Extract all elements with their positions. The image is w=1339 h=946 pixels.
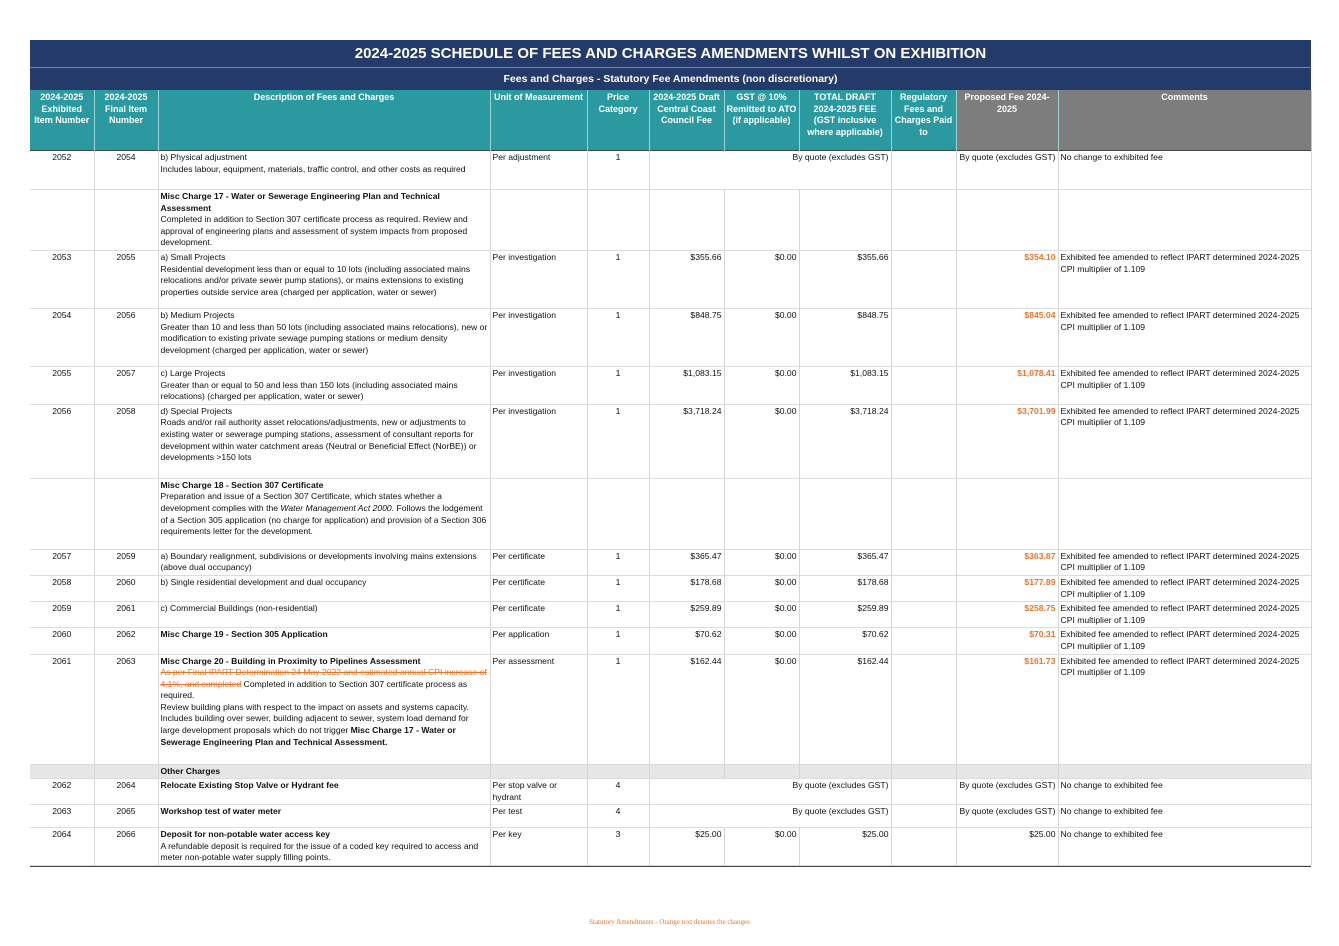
proposed-fee-cell xyxy=(956,628,1058,654)
regulatory-cell xyxy=(891,575,956,601)
desc-line: d) Special Projects xyxy=(160,405,233,416)
exhibited-item-cell: 2052 xyxy=(30,151,94,190)
proposed-fee-cell xyxy=(956,308,1058,366)
col-final-header[interactable]: 2024-2025 Final Item Number xyxy=(94,90,158,151)
final-item-cell: 2057 xyxy=(94,366,158,404)
description-cell xyxy=(158,654,490,764)
price-category-cell: 1 xyxy=(587,628,649,654)
comment-cell: Exhibited fee amended to reflect IPART determined 2024-2025 CPI multiplier of 1.109 xyxy=(1058,366,1311,404)
desc-line: Greater than 10 and less than 50 lots (including associated mains relocations), new or modification to existing private sewage pumping stations or medium density development (charged per application, water or sewer) xyxy=(160,321,488,355)
amended-fee: $3,701.99 xyxy=(1017,405,1056,416)
draft-fee-cell: $178.68 xyxy=(649,575,724,601)
desc-line: Completed in addition to Section 307 certificate process as required. Review and approval of engineering plans and assessment of system impacts from proposed development. xyxy=(160,214,468,248)
col-exhibited-header[interactable]: 2024-2025 Exhibited Item Number xyxy=(30,90,94,151)
regulatory-cell xyxy=(891,549,956,575)
desc-line: Residential development less than or equal to 10 lots (including associated mains relocations and/or private sewer pump stations), or mains extensions to existing properties outside service area (charged per application, water or sewer) xyxy=(160,263,471,297)
amended-fee: $845.04 xyxy=(1024,309,1056,320)
price-category-cell: 1 xyxy=(587,366,649,404)
proposed-fee-cell xyxy=(956,602,1058,628)
amended-fee: $177.89 xyxy=(1024,576,1056,587)
table-row[interactable] xyxy=(30,828,1311,866)
table-bottom-rule xyxy=(30,866,1311,871)
unit-cell: Per certificate xyxy=(490,549,587,575)
regulatory-cell xyxy=(891,805,956,828)
final-item-cell: 2062 xyxy=(94,628,158,654)
description-cell xyxy=(158,828,490,866)
col-gst-header[interactable]: GST @ 10% Remitted to ATO (if applicable) xyxy=(724,90,799,151)
gst-cell: $0.00 xyxy=(724,250,799,308)
desc-line: A refundable deposit is required for the issue of a coded key required to access and meter non-potable water supply filling points. xyxy=(160,840,479,863)
description-cell: a) Boundary realignment, subdivisions or developments involving mains extensions (above dual occupancy) xyxy=(158,549,490,575)
table-row[interactable] xyxy=(30,602,1311,628)
sheet-title: 2024-2025 SCHEDULE OF FEES AND CHARGES AMENDMENTS WHILST ON EXHIBITION xyxy=(30,40,1311,67)
regulatory-cell xyxy=(891,654,956,764)
unit-cell: Per investigation xyxy=(490,308,587,366)
total-fee-cell: $25.00 xyxy=(799,828,891,866)
exhibited-item-cell: 2057 xyxy=(30,549,94,575)
amended-fee: $70.31 xyxy=(1029,629,1056,640)
total-fee-cell: $355.66 xyxy=(799,250,891,308)
final-item-cell: 2054 xyxy=(94,151,158,190)
gst-cell: $0.00 xyxy=(724,602,799,628)
table-row[interactable] xyxy=(30,151,1311,190)
table-row[interactable] xyxy=(30,190,1311,251)
draft-fee-cell: $1,083.15 xyxy=(649,366,724,404)
price-category-cell: 1 xyxy=(587,308,649,366)
draft-fee-cell: $259.89 xyxy=(649,602,724,628)
description-cell: c) Commercial Buildings (non-residential) xyxy=(158,602,490,628)
comment-cell: Exhibited fee amended to reflect IPART determined 2024-2025 CPI multiplier of 1.109 xyxy=(1058,602,1311,628)
comment-cell: No change to exhibited fee xyxy=(1058,151,1311,190)
header-row xyxy=(30,90,1311,151)
table-row[interactable] xyxy=(30,628,1311,654)
price-category-cell: 3 xyxy=(587,828,649,866)
desc-title: Deposit for non-potable water access key xyxy=(160,829,331,840)
unit-cell: Per certificate xyxy=(490,602,587,628)
total-fee-cell: $848.75 xyxy=(799,308,891,366)
comment-cell: Exhibited fee amended to reflect IPART determined 2024-2025 CPI multiplier of 1.109 xyxy=(1058,308,1311,366)
desc-line: c) Large Projects xyxy=(160,367,226,378)
comment-cell: No change to exhibited fee xyxy=(1058,828,1311,866)
proposed-fee-cell xyxy=(956,404,1058,478)
description-cell xyxy=(158,151,490,190)
exhibited-item-cell: 2064 xyxy=(30,828,94,866)
total-fee-cell: $1,083.15 xyxy=(799,366,891,404)
exhibited-item-cell: 2062 xyxy=(30,779,94,805)
fees-schedule-sheet xyxy=(30,40,1311,871)
amended-fee: $363.87 xyxy=(1024,550,1056,561)
unit-cell: Per investigation xyxy=(490,404,587,478)
regulatory-cell xyxy=(891,250,956,308)
table-row[interactable] xyxy=(30,404,1311,478)
exhibited-item-cell xyxy=(30,190,94,251)
quote-cell: By quote (excludes GST) xyxy=(649,805,891,828)
description-cell xyxy=(158,308,490,366)
description-cell: b) Single residential development and dual occupancy xyxy=(158,575,490,601)
exhibited-item-cell: 2056 xyxy=(30,404,94,478)
final-item-cell: 2061 xyxy=(94,602,158,628)
comment-cell: Exhibited fee amended to reflect IPART determined 2024-2025 CPI multiplier of 1.109 xyxy=(1058,628,1311,654)
gst-cell: $0.00 xyxy=(724,575,799,601)
total-fee-cell: $162.44 xyxy=(799,654,891,764)
proposed-fee-cell xyxy=(956,250,1058,308)
comment-cell: Exhibited fee amended to reflect IPART determined 2024-2025 CPI multiplier of 1.109 xyxy=(1058,654,1311,764)
price-category-cell: 4 xyxy=(587,779,649,805)
col-proposed-fee-header[interactable]: Proposed Fee 2024-2025 xyxy=(956,90,1058,151)
description-cell xyxy=(158,404,490,478)
total-fee-cell: $70.62 xyxy=(799,628,891,654)
gst-cell: $0.00 xyxy=(724,366,799,404)
description-cell: Workshop test of water meter xyxy=(158,805,490,828)
unit-cell: Per test xyxy=(490,805,587,828)
desc-line: Includes labour, equipment, materials, traffic control, and other costs as required xyxy=(160,163,466,174)
sheet-subtitle: Fees and Charges - Statutory Fee Amendments (non discretionary) xyxy=(30,67,1311,90)
exhibited-item-cell: 2053 xyxy=(30,250,94,308)
gst-cell: $0.00 xyxy=(724,404,799,478)
final-item-cell: 2058 xyxy=(94,404,158,478)
regulatory-cell xyxy=(891,151,956,190)
regulatory-cell xyxy=(891,602,956,628)
proposed-fee-cell xyxy=(956,575,1058,601)
quote-cell: By quote (excludes GST) xyxy=(649,151,891,190)
amended-fee: $1,078.41 xyxy=(1017,367,1056,378)
final-item-cell xyxy=(94,190,158,251)
comment-cell: Exhibited fee amended to reflect IPART determined 2024-2025 CPI multiplier of 1.109 xyxy=(1058,575,1311,601)
regulatory-cell xyxy=(891,628,956,654)
proposed-fee-cell: By quote (excludes GST) xyxy=(956,151,1058,190)
final-item-cell: 2059 xyxy=(94,549,158,575)
desc-line: b) Physical adjustment xyxy=(160,152,247,162)
price-category-cell: 1 xyxy=(587,250,649,308)
exhibited-item-cell xyxy=(30,478,94,549)
exhibited-item-cell: 2059 xyxy=(30,602,94,628)
desc-line: Preparation and issue of a Section 307 Certificate, which states whether a development complies with the Water Management Act 2000. Follows the lodgement of a Section 305 application (no charge for application) and provision of a Section 306 requirements letter for the development. xyxy=(160,491,487,537)
proposed-fee-cell: By quote (excludes GST) xyxy=(956,805,1058,828)
price-category-cell: 1 xyxy=(587,575,649,601)
final-item-cell: 2063 xyxy=(94,654,158,764)
section-row xyxy=(30,764,1311,779)
description-cell: Relocate Existing Stop Valve or Hydrant fee xyxy=(158,779,490,805)
misc-charge-title: Misc Charge 18 - Section 307 Certificate xyxy=(160,479,324,490)
unit-cell: Per adjustment xyxy=(490,151,587,190)
exhibited-item-cell: 2060 xyxy=(30,628,94,654)
draft-fee-cell: $70.62 xyxy=(649,628,724,654)
proposed-fee-cell xyxy=(956,654,1058,764)
draft-fee-cell: $3,718.24 xyxy=(649,404,724,478)
col-total-header[interactable]: TOTAL DRAFT 2024-2025 FEE (GST inclusive where applicable) xyxy=(799,90,891,151)
struck-text: As per Final IPART Determination 24 May 2022 and estimated annual CPI increase of 4.1%, and completed xyxy=(160,667,487,689)
misc-charge-title: Misc Charge 20 - Building in Proximity to Pipelines Assessment xyxy=(160,655,421,666)
gst-cell: $0.00 xyxy=(724,654,799,764)
fees-table xyxy=(30,90,1312,866)
unit-cell: Per certificate xyxy=(490,575,587,601)
gst-cell: $0.00 xyxy=(724,308,799,366)
exhibited-item-cell: 2061 xyxy=(30,654,94,764)
section-title: Other Charges xyxy=(158,764,490,779)
table-row[interactable] xyxy=(30,366,1311,404)
desc-line: Greater than or equal to 50 and less than 150 lots (including associated mains relocations) (charged per application, water or sewer) xyxy=(160,379,458,402)
draft-fee-cell: $848.75 xyxy=(649,308,724,366)
total-fee-cell: $365.47 xyxy=(799,549,891,575)
col-price-category-header[interactable]: Price Category xyxy=(587,90,649,151)
gst-cell: $0.00 xyxy=(724,549,799,575)
regulatory-cell xyxy=(891,308,956,366)
unit-cell: Per assessment xyxy=(490,654,587,764)
final-item-cell: 2064 xyxy=(94,779,158,805)
exhibited-item-cell: 2063 xyxy=(30,805,94,828)
regulatory-cell xyxy=(891,366,956,404)
draft-fee-cell: $25.00 xyxy=(649,828,724,866)
regulatory-cell xyxy=(891,404,956,478)
misc-charge-title: Misc Charge 17 - Water or Sewerage Engineering Plan and Technical Assessment xyxy=(160,191,440,213)
desc-line: Review building plans with respect to the impact on assets and systems capacity. Includes building over sewer, building adjacent to sewer, system load demand for large development proposals which do not trigger Misc Charge 17 - Water or Sewerage Engineering Plan and Technical Assessment. xyxy=(160,701,469,747)
final-item-cell: 2066 xyxy=(94,828,158,866)
act-name: Water Management Act 2000. xyxy=(280,502,395,513)
description-cell xyxy=(158,366,490,404)
price-category-cell: 1 xyxy=(587,151,649,190)
regulatory-cell xyxy=(891,779,956,805)
col-draft-fee-header[interactable]: 2024-2025 Draft Central Coast Council Fee xyxy=(649,90,724,151)
price-category-cell: 1 xyxy=(587,549,649,575)
amended-fee: $258.75 xyxy=(1024,603,1056,614)
total-fee-cell: $259.89 xyxy=(799,602,891,628)
description-cell xyxy=(158,190,490,251)
comment-cell: Exhibited fee amended to reflect IPART determined 2024-2025 CPI multiplier of 1.109 xyxy=(1058,404,1311,478)
table-row[interactable] xyxy=(30,250,1311,308)
total-fee-cell: $178.68 xyxy=(799,575,891,601)
proposed-fee-cell: By quote (excludes GST) xyxy=(956,779,1058,805)
price-category-cell: 1 xyxy=(587,602,649,628)
footer-note: Statutory Amendments - Orange text denotes the changes xyxy=(589,918,750,926)
desc-line: b) Medium Projects xyxy=(160,309,235,320)
description-cell xyxy=(158,250,490,308)
regulatory-cell xyxy=(891,828,956,866)
proposed-fee-cell xyxy=(956,366,1058,404)
table-row[interactable] xyxy=(30,779,1311,805)
proposed-fee-cell xyxy=(956,549,1058,575)
final-item-cell: 2065 xyxy=(94,805,158,828)
description-cell xyxy=(158,478,490,549)
price-category-cell: 1 xyxy=(587,654,649,764)
amended-fee: $354.10 xyxy=(1024,251,1056,262)
table-row[interactable] xyxy=(30,549,1311,575)
description-cell: Misc Charge 19 - Section 305 Application xyxy=(158,628,490,654)
unit-cell: Per investigation xyxy=(490,366,587,404)
comment-cell: No change to exhibited fee xyxy=(1058,805,1311,828)
final-item-cell: 2060 xyxy=(94,575,158,601)
unit-cell: Per investigation xyxy=(490,250,587,308)
table-row[interactable] xyxy=(30,478,1311,549)
unit-cell: Per key xyxy=(490,828,587,866)
table-row[interactable] xyxy=(30,308,1311,366)
table-row[interactable] xyxy=(30,805,1311,828)
price-category-cell: 4 xyxy=(587,805,649,828)
col-description-header[interactable]: Description of Fees and Charges xyxy=(158,90,490,151)
desc-line: a) Small Projects xyxy=(160,251,226,262)
comment-cell: Exhibited fee amended to reflect IPART determined 2024-2025 CPI multiplier of 1.109 xyxy=(1058,250,1311,308)
final-item-cell: 2056 xyxy=(94,308,158,366)
exhibited-item-cell: 2055 xyxy=(30,366,94,404)
comment-cell: Exhibited fee amended to reflect IPART determined 2024-2025 CPI multiplier of 1.109 xyxy=(1058,549,1311,575)
comment-cell: No change to exhibited fee xyxy=(1058,779,1311,805)
unit-cell: Per application xyxy=(490,628,587,654)
price-category-cell: 1 xyxy=(587,404,649,478)
col-comments-header[interactable]: Comments xyxy=(1058,90,1311,151)
gst-cell: $0.00 xyxy=(724,628,799,654)
quote-cell: By quote (excludes GST) xyxy=(649,779,891,805)
desc-line: As per Final IPART Determination 24 May 2022 and estimated annual CPI increase of 4.1%, and completed Completed in addition to Section 307 certificate process as required. xyxy=(160,667,487,701)
total-fee-cell: $3,718.24 xyxy=(799,404,891,478)
draft-fee-cell: $355.66 xyxy=(649,250,724,308)
unit-cell: Per stop valve or hydrant xyxy=(490,779,587,805)
table-row[interactable] xyxy=(30,654,1311,764)
final-item-cell xyxy=(94,478,158,549)
draft-fee-cell: $365.47 xyxy=(649,549,724,575)
draft-fee-cell: $162.44 xyxy=(649,654,724,764)
col-regulatory-header[interactable]: Regulatory Fees and Charges Paid to xyxy=(891,90,956,151)
desc-line: Roads and/or rail authority asset relocations/adjustments, new or adjustments to existing water or sewerage pumping stations, assessment of consultant reports for development within water catchment areas (Neutral or Beneficial Effect (NorBE)) or developments >150 lots xyxy=(160,417,477,463)
table-row[interactable] xyxy=(30,575,1311,601)
proposed-fee-cell: $25.00 xyxy=(956,828,1058,866)
amended-fee: $161.73 xyxy=(1024,655,1056,666)
col-unit-header[interactable]: Unit of Measurement xyxy=(490,90,587,151)
final-item-cell: 2055 xyxy=(94,250,158,308)
exhibited-item-cell: 2058 xyxy=(30,575,94,601)
exhibited-item-cell: 2054 xyxy=(30,308,94,366)
gst-cell: $0.00 xyxy=(724,828,799,866)
